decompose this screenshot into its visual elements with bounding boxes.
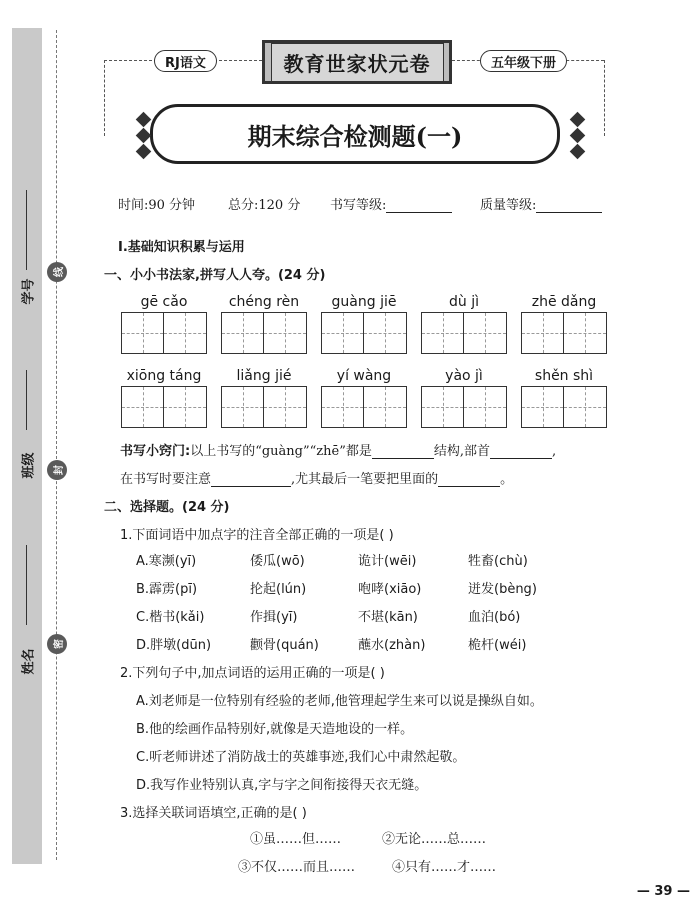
xuehao-line [26,190,27,270]
binding-strip [12,28,42,864]
brand-banner [262,40,452,84]
part-heading: Ⅰ.基础知识积累与运用 [118,240,245,255]
pinyin-label: chéng rèn [228,294,300,310]
diamond-icon [570,112,586,128]
writing-grid[interactable] [521,386,607,428]
writing-grade-label: 书写等级: [330,198,387,213]
pinyin-label: gē cǎo [140,294,188,310]
header-rule-left-v [104,60,105,136]
q2-stem-1: 1.下面词语中加点字的注音全部正确的一项是( ) [120,528,394,543]
pinyin-label: guàng jiē [331,294,397,310]
banji-line [26,370,27,430]
quality-grade-blank[interactable] [536,199,602,213]
pinyin-label: zhē dǎng [531,294,597,310]
option-d3: 蘸水(zhàn) [358,638,426,653]
subject-pill: RJ语文 [154,50,217,72]
writing-tip-line1 [120,440,556,459]
option-b2: 抡起(lún) [250,582,307,597]
writing-grid[interactable] [121,386,207,428]
writing-grid[interactable] [421,312,507,354]
option-a2: 倭瓜(wō) [250,554,305,569]
grade-pill: 五年级下册 [480,50,567,72]
quality-grade-label: 质量等级: [480,198,537,213]
option-b1: B.霹雳(pī) [136,582,198,597]
q1-title: 一、小小书法家,拼写人人夸。(24 分) [104,268,326,283]
pinyin-label: shěn shì [534,368,594,384]
sentence-a: A.刘老师是一位特别有经验的老师,他管理起学生来可以说是操纵自如。 [136,694,543,709]
diamond-icon [136,144,152,160]
pinyin-label: liǎng jié [236,368,292,384]
q2-title: 二、选择题。(24 分) [104,500,230,515]
conj-option-1: ①虽……但…… [250,832,342,847]
writing-grid[interactable] [221,312,307,354]
cut-line [56,30,57,860]
tip-text: 在书写时要注意 [120,472,212,487]
writing-grid[interactable] [321,386,407,428]
xuehao-label: 学号 [21,278,37,305]
pinyin-label: yí wàng [336,368,392,384]
option-a3: 诡计(wēi) [358,554,417,569]
option-b4: 迸发(bèng) [468,582,537,597]
writing-grid[interactable] [121,312,207,354]
inner-blank[interactable] [438,473,500,487]
diamond-icon [570,144,586,160]
option-c1: C.楷书(kǎi) [136,610,205,625]
structure-blank[interactable] [372,445,434,459]
option-d2: 颧骨(quán) [250,638,319,653]
conj-option-3: ③不仅……而且…… [238,860,356,875]
tip-text: 。 [500,472,514,487]
xingming-line [26,545,27,625]
score-info: 总分:120 分 [228,198,301,213]
tip-text: 结构,部首 [433,444,490,459]
attention-blank[interactable] [211,473,291,487]
quality-grade [480,194,602,213]
writing-grid[interactable] [321,312,407,354]
writing-grade [330,194,452,213]
writing-grid[interactable] [421,386,507,428]
conj-option-4: ④只有……才…… [392,860,497,875]
brand-banner-text: 教育世家状元卷 [271,43,444,82]
sentence-b: B.他的绘画作品特别好,就像是天造地设的一样。 [136,722,414,737]
option-c3: 不堪(kān) [358,610,418,625]
option-a1: A.寒濒(yī) [136,554,197,569]
tip-text: , [551,444,557,459]
q2-stem-2: 2.下列句子中,加点词语的运用正确的一项是( ) [120,666,385,681]
tip-label: 书写小窍门: [120,444,191,459]
seal-circle-feng: 封 [47,460,67,480]
diamond-icon [136,112,152,128]
conj-option-2: ②无论……总…… [382,832,487,847]
pinyin-label: xiōng táng [126,368,202,384]
option-d1: D.胖墩(dūn) [136,638,212,653]
diamond-icon [136,128,152,144]
writing-grid[interactable] [221,386,307,428]
writing-grade-blank[interactable] [386,199,452,213]
time-info: 时间:90 分钟 [118,198,196,213]
seal-circle-mi: 密 [47,634,67,654]
tip-text: ,尤其最后一笔要把里面的 [291,472,439,487]
tip-text: 以上书写的“guàng”“zhē”都是 [190,444,372,459]
option-d4: 桅杆(wéi) [468,638,527,653]
option-c2: 作揖(yī) [250,610,298,625]
diamond-icon [570,128,586,144]
option-a4: 牲畜(chù) [468,554,528,569]
option-c4: 血泊(bó) [468,610,521,625]
exam-title: 期末综合检测题(一) [150,104,560,164]
page-number: — 39 — [636,884,690,899]
seal-circle-xian: 线 [47,262,67,282]
radical-blank[interactable] [490,445,552,459]
xingming-label: 姓名 [21,648,37,675]
writing-grid[interactable] [521,312,607,354]
writing-tip-line2 [120,468,513,487]
pinyin-label: dù jì [449,294,479,310]
q2-stem-3: 3.选择关联词语填空,正确的是( ) [120,806,307,821]
option-b3: 咆哮(xiāo) [358,582,422,597]
sentence-d: D.我写作业特别认真,字与字之间衔接得天衣无缝。 [136,778,428,793]
sentence-c: C.听老师讲述了消防战士的英雄事迹,我们心中肃然起敬。 [136,750,466,765]
pinyin-label: yào jì [445,368,483,384]
header-rule-right-v [604,60,605,136]
banji-label: 班级 [21,452,37,479]
